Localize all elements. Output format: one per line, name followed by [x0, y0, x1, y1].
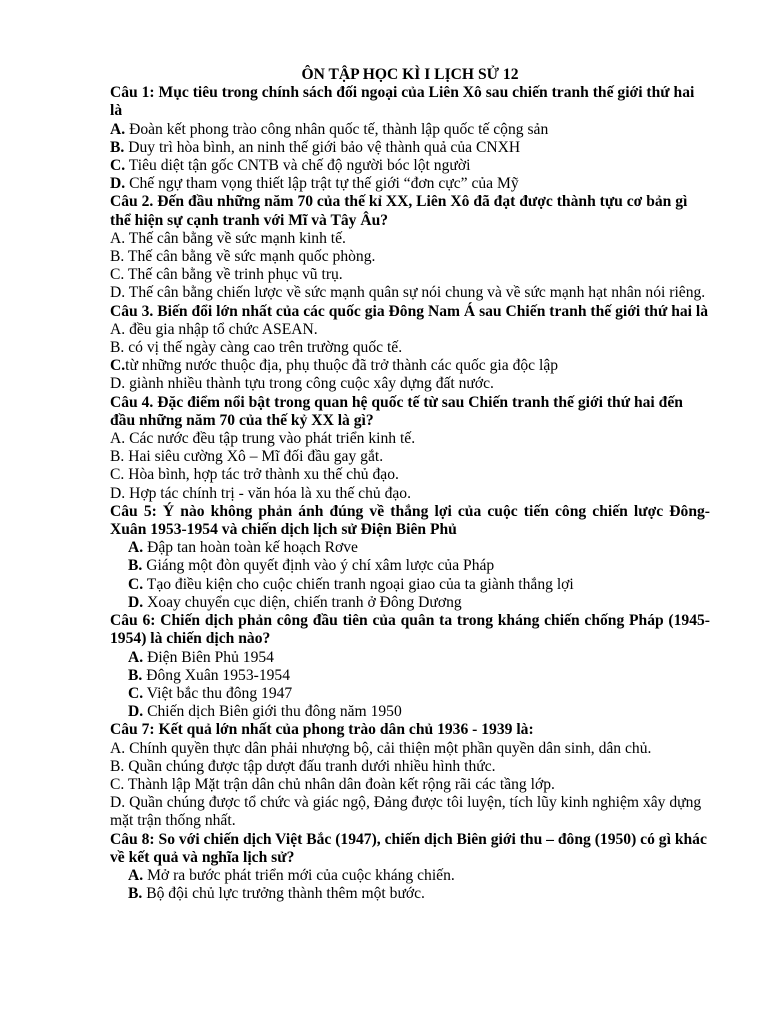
option-2a [110, 230, 710, 248]
option-text: Chính quyền thực dân phải nhượng bộ, cải thiện một phần quyền dân sinh, dân chủ. [125, 739, 652, 757]
option-5c [110, 576, 710, 594]
question-4: Câu 4. Đặc điểm nổi bật trong quan hệ quốc tế từ sau Chiến tranh thế giới thứ hai đến đầu những năm 70 của thế kỷ XX là gì? [110, 393, 683, 429]
option-letter: D. [128, 703, 144, 721]
option-6a [110, 649, 710, 667]
option-letter: B. [110, 339, 125, 357]
option-3c [110, 357, 710, 375]
option-letter: A. [128, 648, 144, 666]
option-2b [110, 248, 710, 266]
option-7c [110, 776, 710, 794]
page-title: ÔN TẬP HỌC KÌ I LỊCH SỬ 12 [301, 66, 519, 83]
option-7b [110, 758, 710, 776]
option-3a [110, 321, 710, 339]
option-letter: A. [128, 866, 144, 884]
option-letter: A. [128, 539, 144, 557]
option-letter: D. [128, 593, 144, 611]
option-letter: D. [110, 284, 126, 302]
option-text: Đông Xuân 1953-1954 [142, 666, 291, 684]
option-7d [110, 794, 710, 830]
option-letter: D. [110, 175, 126, 193]
option-1c [110, 157, 710, 175]
option-text: Đoàn kết phong trào công nhân quốc tế, thành lập quốc tế cộng sản [125, 120, 549, 138]
option-text: Chiến dịch Biên giới thu đông năm 1950 [143, 703, 402, 721]
option-5a [110, 539, 710, 557]
option-letter: A. [110, 430, 126, 448]
option-5d [110, 594, 710, 612]
question-5: Câu 5: Ý nào không phản ánh đúng về thắng lợi của cuộc tiến công chiến lược Đông- Xuân 1953-1954 và chiến dịch lịch sử Điện Biên Phủ [110, 502, 710, 539]
option-8a [110, 867, 710, 885]
option-text: Thế cân bằng chiến lược về sức mạnh quân sự nói chung và về sức mạnh hạt nhân nói riêng. [125, 284, 706, 302]
question-7: Câu 7: Kết quả lớn nhất của phong trào dân chủ 1936 - 1939 là: [110, 721, 534, 739]
option-letter: C. [110, 157, 126, 175]
option-text: Giáng một đòn quyết định vào ý chí xâm lược của Pháp [142, 557, 495, 575]
option-letter: A. [110, 120, 126, 138]
option-text: Quần chúng được tập dượt đấu tranh dưới nhiều hình thức. [124, 757, 496, 775]
option-letter: A. [110, 229, 126, 247]
option-6b [110, 667, 710, 685]
option-8b [110, 885, 710, 903]
option-text: Mở ra bước phát triển mới của cuộc kháng chiến. [143, 866, 455, 884]
option-text: Việt bắc thu đông 1947 [143, 684, 293, 702]
option-letter: B. [128, 885, 143, 903]
question-8: Câu 8: So với chiến dịch Việt Bắc (1947), chiến dịch Biên giới thu – đông (1950) có gì khác về kết quả và nghĩa lịch sử? [110, 830, 707, 866]
option-6c [110, 685, 710, 703]
option-text: có vị thế ngày càng cao trên trường quốc tế. [124, 339, 403, 357]
option-text: Duy trì hòa bình, an ninh thế giới bảo vệ thành quả của CNXH [124, 138, 521, 156]
option-4c [110, 466, 710, 484]
option-letter: D. [110, 375, 126, 393]
question-6: Câu 6: Chiến dịch phản công đầu tiên của quân ta trong kháng chiến chống Pháp (1945-1954) là chiến dịch nào? [110, 612, 710, 648]
option-letter: B. [128, 557, 143, 575]
option-text: Xoay chuyển cục diện, chiến tranh ở Đông Dương [143, 593, 462, 611]
option-letter: B. [110, 757, 125, 775]
option-6d [110, 703, 710, 721]
option-letter: C. [110, 775, 125, 793]
option-text: Hai siêu cường Xô – Mĩ đối đầu gay gắt. [124, 448, 384, 466]
option-2d [110, 284, 710, 302]
option-letter: C. [110, 466, 125, 484]
option-1a [110, 121, 710, 139]
option-letter: A. [110, 320, 126, 338]
option-text: đều gia nhập tổ chức ASEAN. [125, 320, 318, 338]
option-letter: C. [128, 575, 144, 593]
option-text: Thế cân bằng về trinh phục vũ trụ. [124, 266, 343, 284]
option-text: Bộ đội chủ lực trưởng thành thêm một bước. [142, 885, 425, 903]
option-letter: B. [128, 666, 143, 684]
option-1d [110, 175, 710, 193]
option-text: Hợp tác chính trị - văn hóa là xu thế chủ đạo. [125, 484, 411, 502]
option-text: Tiêu diệt tận gốc CNTB và chế độ người bóc lột người [125, 157, 471, 175]
option-text: Tạo điều kiện cho cuộc chiến tranh ngoại giao của ta giành thắng lợi [143, 575, 574, 593]
question-3: Câu 3. Biến đổi lớn nhất của các quốc gia Đông Nam Á sau Chiến tranh thế giới thứ hai là [110, 302, 709, 320]
option-text: giành nhiều thành tựu trong công cuộc xây dựng đất nước. [125, 375, 494, 393]
option-text: Thế cân bằng về sức mạnh quốc phòng. [124, 248, 376, 266]
option-5b [110, 557, 710, 575]
option-3b [110, 339, 710, 357]
question-1: Câu 1: Mục tiêu trong chính sách đối ngoại của Liên Xô sau chiến tranh thế giới thứ hai là [110, 84, 695, 120]
option-letter: C. [110, 266, 125, 284]
option-text: Hòa bình, hợp tác trở thành xu thế chủ đạo. [124, 466, 399, 484]
option-4a [110, 430, 710, 448]
option-letter: C. [110, 357, 126, 375]
option-text: Thế cân bằng về sức mạnh kinh tế. [125, 229, 346, 247]
option-7a [110, 740, 710, 758]
option-4d [110, 485, 710, 503]
option-1b [110, 139, 710, 157]
option-4b [110, 448, 710, 466]
option-letter: B. [110, 448, 125, 466]
option-letter: B. [110, 248, 125, 266]
option-text: Điện Biên Phủ 1954 [143, 648, 274, 666]
option-letter: D. [110, 794, 126, 812]
question-2: Câu 2. Đến đầu những năm 70 của thế kỉ XX, Liên Xô đã đạt được thành tựu cơ bản gì thể hiện sự cạnh tranh với Mĩ và Tây Âu? [110, 193, 688, 229]
option-text: Quần chúng được tổ chức và giác ngộ, Đảng được tôi luyện, tích lũy kinh nghiệm xây dựng mặt trận thống nhất. [110, 794, 702, 830]
option-letter: D. [110, 484, 126, 502]
option-3d [110, 375, 710, 393]
option-2c [110, 266, 710, 284]
option-letter: A. [110, 739, 126, 757]
option-text: Thành lập Mặt trận dân chủ nhân dân đoàn kết rộng rãi các tầng lớp. [124, 775, 555, 793]
option-letter: B. [110, 138, 125, 156]
option-text: Chế ngự tham vọng thiết lập trật tự thế giới “đơn cực” của Mỹ [125, 175, 519, 193]
option-letter: C. [128, 684, 144, 702]
option-text: Các nước đều tập trung vào phát triển kinh tế. [125, 430, 416, 448]
option-text: Đập tan hoàn toàn kế hoạch Rơve [143, 539, 358, 557]
option-text: từ những nước thuộc địa, phụ thuộc đã trở thành các quốc gia độc lập [125, 357, 559, 375]
